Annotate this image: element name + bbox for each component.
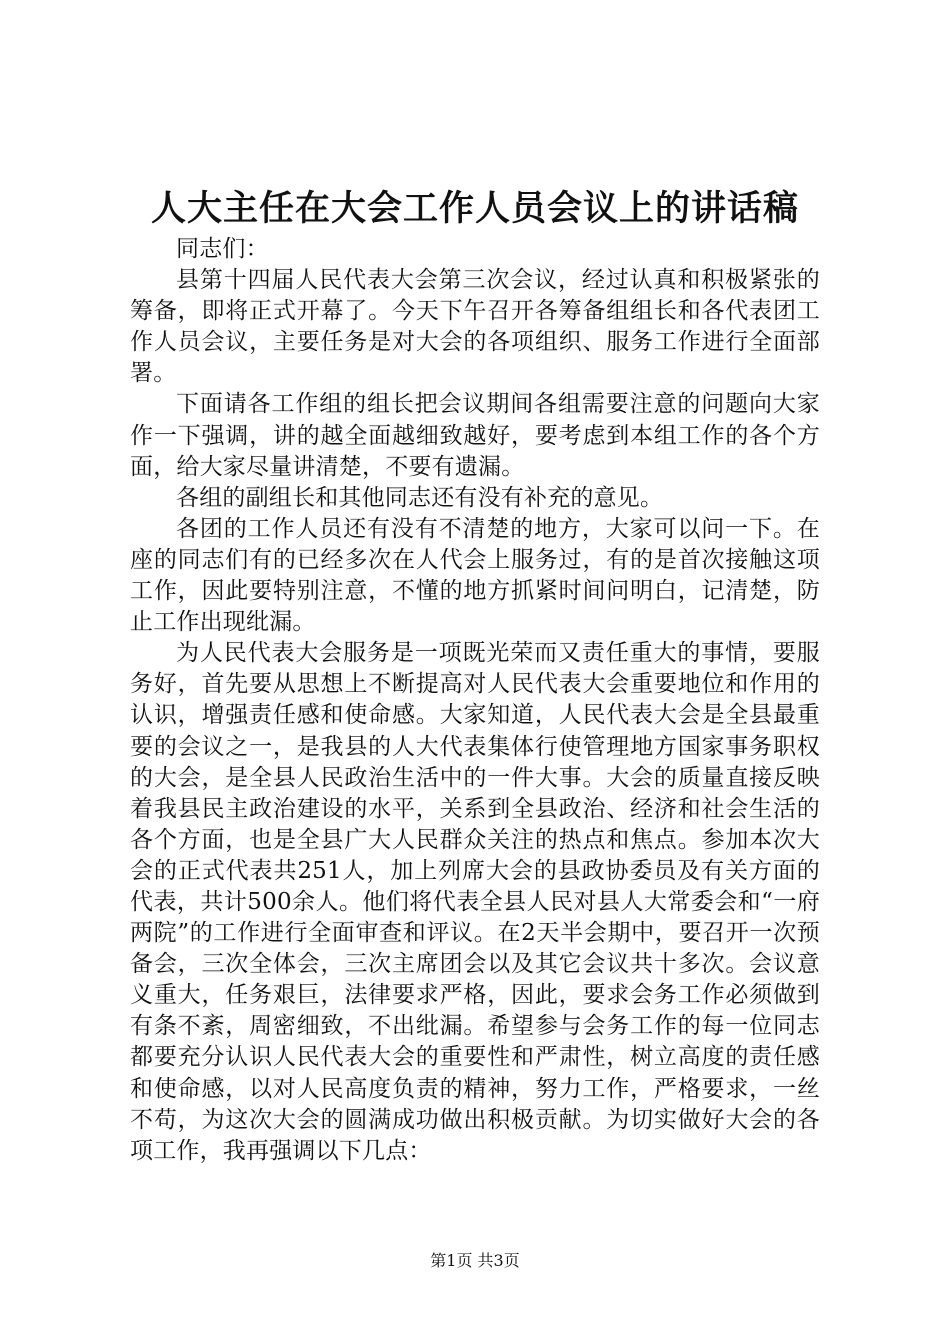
page-footer: 第1页 共3页 (430, 1251, 520, 1270)
paragraph-3: 各组的副组长和其他同志还有没有补充的意见。 (176, 484, 664, 511)
paragraph-salutation: 同志们： (176, 236, 269, 262)
document-body (130, 234, 820, 1167)
document-title: 人大主任在大会工作人员会议上的讲话稿 (150, 188, 799, 229)
paragraph-2: 下面请各工作组的组长把会议期间各组需要注意的问题向大家作一下强调，讲的越全面越细致越好，要考虑到本组工作的各个方面，给大家尽量讲清楚，不要有遗漏。 (130, 391, 820, 480)
paragraph-4: 各团的工作人员还有没有不清楚的地方，大家可以问一下。在座的同志们有的已经多次在人代会上服务过，有的是首次接触这项工作，因此要特别注意，不懂的地方抓紧时间问明白，记清楚，防止工作出现纰漏。 (130, 515, 820, 636)
paragraph-5: 为人民代表大会服务是一项既光荣而又责任重大的事情，要服务好，首先要从思想上不断提高对人民代表大会重要地位和作用的认识，增强责任感和使命感。大家知道，人民代表大会是全县最重要的会议之一，是我县的人大代表集体行使管理地方国家事务职权的大会，是全县人民政治生活中的一件大事。大会的质量直接反映着我县民主政治建设的水平，关系到全县政治、经济和社会生活的各个方面，也是全县广大人民群众关注的热点和焦点。参加本次大会的正式代表共251人，加上列席大会的县政协委员及有关方面的代表，共计500余人。他们将代表全县人民对县人大常委会和“一府两院”的工作进行全面审查和评议。在2天半会期中，要召开一次预备会，三次全体会，三次主席团会以及其它会议共十多次。会议意义重大，任务艰巨，法律要求严格，因此，要求会务工作必须做到有条不紊，周密细致，不出纰漏。希望参与会务工作的每一位同志都要充分认识人民代表大会的重要性和严肃性，树立高度的责任感和使命感，以对人民高度负责的精神，努力工作，严格要求，一丝不苟，为这次大会的圆满成功做出积极贡献。为切实做好大会的各项工作，我再强调以下几点： (130, 640, 820, 1164)
paragraph-1: 县第十四届人民代表大会第三次会议，经过认真和积极紧张的筹备，即将正式开幕了。今天下午召开各筹备组组长和各代表团工作人员会议，主要任务是对大会的各项组织、服务工作进行全面部署。 (130, 267, 820, 387)
